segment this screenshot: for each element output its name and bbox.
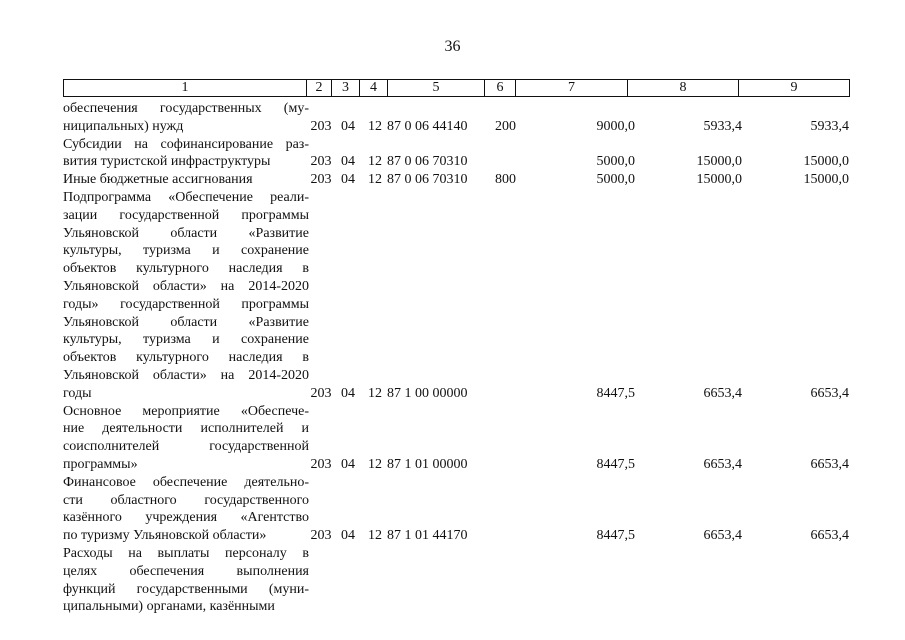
cell-c7	[525, 545, 635, 616]
cell-c5	[387, 545, 495, 616]
cell-c7: 8447,5	[596, 456, 635, 472]
header-col-5: 5	[388, 80, 485, 97]
cell-c5: 87 0 06 44140	[387, 118, 468, 134]
cell-c8	[635, 545, 742, 616]
row-name-line: годы	[63, 385, 92, 401]
row-name-line: зации государственной программы	[63, 207, 309, 223]
cell-c9: 6653,4	[810, 528, 849, 544]
row-name-line: ние деятельности исполнителей и	[63, 421, 309, 437]
cell-c7: 8447,5	[596, 385, 635, 401]
cell-c3: 04	[341, 154, 355, 170]
row-name-line: культуры, туризма и сохранение	[63, 243, 309, 259]
header-col-4: 4	[360, 80, 388, 97]
row-name-line: ципальными) органами, казёнными	[63, 599, 275, 615]
cell-c9: 5933,4	[810, 118, 849, 134]
cell-c6: 800	[495, 172, 516, 188]
row-name	[63, 545, 309, 616]
row-name-line: соисполнителей государственной	[63, 439, 309, 455]
row-name	[63, 474, 309, 545]
row-name-line: казённого учреждения «Агентство	[63, 510, 309, 526]
cell-c7: 8447,5	[596, 528, 635, 544]
cell-c6: 200	[495, 118, 516, 134]
cell-c2: 203	[310, 172, 332, 188]
row-name-line: ниципальных) нужд	[63, 118, 184, 134]
header-col-7: 7	[516, 80, 628, 97]
header-col-3: 3	[332, 80, 360, 97]
row-name-line: Основное мероприятие «Обеспече-	[63, 403, 309, 419]
cell-c4: 12	[368, 154, 382, 170]
header-col-1: 1	[64, 80, 307, 97]
cell-c6	[495, 403, 525, 474]
cell-c9	[742, 545, 849, 616]
header-col-6: 6	[485, 80, 516, 97]
cell-c5: 87 0 06 70310	[387, 154, 468, 170]
cell-c6	[495, 545, 525, 616]
cell-c7: 5000,0	[596, 154, 635, 170]
header-col-9: 9	[739, 80, 850, 97]
cell-c3: 04	[341, 172, 355, 188]
cell-c5: 87 1 01 00000	[387, 456, 468, 472]
cell-c2: 203	[310, 528, 332, 544]
cell-c3	[333, 545, 363, 616]
table-header	[63, 79, 850, 97]
row-name-line: Иные бюджетные ассигнования	[63, 172, 253, 188]
cell-c3: 04	[341, 118, 355, 134]
row-name-line: Ульяновской области «Развитие	[63, 225, 309, 241]
cell-c6	[495, 189, 525, 403]
row-name-line: программы»	[63, 456, 138, 472]
row-name-line: Ульяновской области» на 2014-2020	[63, 278, 309, 294]
header-col-8: 8	[628, 80, 739, 97]
row-name-line: сти областного государственного	[63, 492, 309, 508]
cell-c5: 87 1 00 00000	[387, 385, 468, 401]
cell-c6	[495, 136, 525, 172]
cell-c9: 15000,0	[803, 172, 849, 188]
cell-c2: 203	[310, 456, 332, 472]
cell-c4: 12	[368, 118, 382, 134]
cell-c2: 203	[310, 118, 332, 134]
table-row	[63, 474, 849, 545]
row-name-line: Расходы на выплаты персоналу в	[63, 545, 309, 561]
cell-c9: 6653,4	[810, 456, 849, 472]
cell-c4: 12	[368, 385, 382, 401]
row-name-line: Подпрограмма «Обеспечение реали-	[63, 189, 309, 205]
table-row	[63, 545, 849, 616]
cell-c3: 04	[341, 385, 355, 401]
cell-c3: 04	[341, 528, 355, 544]
table-row	[63, 403, 849, 474]
cell-c8: 6653,4	[703, 456, 742, 472]
row-name	[63, 189, 309, 403]
row-name	[63, 100, 309, 136]
header-row	[64, 80, 850, 97]
cell-c4: 12	[368, 172, 382, 188]
cell-c2: 203	[310, 154, 332, 170]
cell-c5: 87 0 06 70310	[387, 172, 468, 188]
cell-c7: 5000,0	[596, 172, 635, 188]
row-name-line: функций государственными (муни-	[63, 581, 309, 597]
cell-c8: 6653,4	[703, 528, 742, 544]
row-name-line: целях обеспечения выполнения	[63, 563, 309, 579]
cell-c9: 6653,4	[810, 385, 849, 401]
cell-c4: 12	[368, 528, 382, 544]
cell-c4: 12	[368, 456, 382, 472]
row-name-line: Ульяновской области «Развитие	[63, 314, 309, 330]
cell-c8: 5933,4	[703, 118, 742, 134]
cell-c8: 15000,0	[696, 172, 742, 188]
table-row	[63, 100, 849, 136]
cell-c2	[309, 545, 333, 616]
cell-c8: 6653,4	[703, 385, 742, 401]
row-name	[63, 171, 309, 189]
header-col-2: 2	[307, 80, 332, 97]
page-number: 36	[444, 38, 461, 55]
table-row	[63, 171, 849, 189]
row-name-line: Финансовое обеспечение деятельно-	[63, 474, 309, 490]
table-row	[63, 189, 849, 403]
row-name-line: вития туристской инфраструктуры	[63, 154, 271, 170]
cell-c8: 15000,0	[696, 154, 742, 170]
row-name-line: Субсидии на софинансирование раз-	[63, 136, 309, 152]
row-name-line: культуры, туризма и сохранение	[63, 332, 309, 348]
budget-table	[63, 100, 849, 616]
cell-c3: 04	[341, 456, 355, 472]
row-name-line: годы» государственной программы	[63, 296, 309, 312]
row-name-line: объектов культурного наследия в	[63, 261, 309, 277]
row-name	[63, 136, 309, 172]
cell-c6	[495, 474, 525, 545]
cell-c5: 87 1 01 44170	[387, 528, 468, 544]
table-row	[63, 136, 849, 172]
cell-c7: 9000,0	[596, 118, 635, 134]
row-name-line: обеспечения государственных (му-	[63, 101, 309, 116]
row-name-line: Ульяновской области» на 2014-2020	[63, 367, 309, 383]
row-name	[63, 403, 309, 474]
cell-c2: 203	[310, 385, 332, 401]
row-name-line: объектов культурного наследия в	[63, 350, 309, 366]
row-name-line: по туризму Ульяновской области»	[63, 528, 267, 544]
cell-c9: 15000,0	[803, 154, 849, 170]
cell-c4	[363, 545, 387, 616]
